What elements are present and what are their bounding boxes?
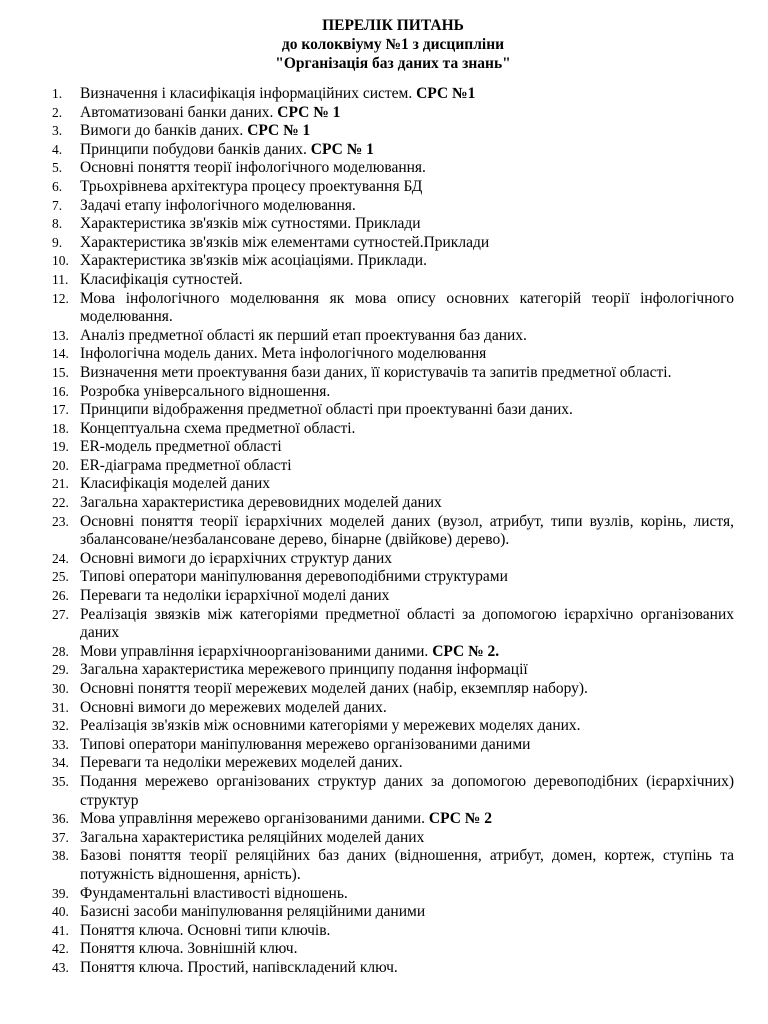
question-number: 37. [52,829,69,845]
question-item [52,141,734,160]
srs-tag: СРС № 2. [432,642,500,660]
question-item [52,178,734,197]
question-number: 16. [52,383,69,399]
question-item [52,513,734,550]
question-item [52,550,734,569]
question-text: Автоматизовані банки даних. [80,103,278,121]
question-number: 14. [52,346,69,362]
question-text: Загальна характеристика деревовидних моделей даних [80,494,442,512]
question-number: 38. [52,848,69,864]
question-item [52,290,734,327]
question-number: 25. [52,569,69,585]
question-item [52,606,734,643]
questions-list [52,85,734,978]
question-text: Мови управління ієрархічноорганізованими даними. [80,642,433,660]
srs-tag: СРС № 1 [277,103,341,121]
question-text: Базові поняття теорії реляційних баз даних (відношення, атрибут, домен, кортеж, ступінь та потужність відношення, арність). [80,847,734,883]
question-number: 3. [52,123,63,139]
question-item [52,587,734,606]
question-text: Основні поняття теорії мережевих моделей даних (набір, екземпляр набору). [80,680,588,697]
question-text: Мова управління мережево організованими даними. [80,810,429,828]
question-text: Визначення і класифікація інформаційних систем. [80,85,417,102]
question-number: 11. [52,271,69,287]
question-number: 42. [52,941,69,957]
question-number: 15. [52,364,69,380]
question-item [52,252,734,271]
question-text: Переваги та недоліки мережевих моделей даних. [80,754,403,772]
question-text: Поняття ключа. Зовнішній ключ. [80,940,298,958]
question-number: 29. [52,662,69,678]
document-title [52,16,734,73]
question-text: Розробка універсального відношення. [80,382,331,400]
question-text: Основні поняття теорії ієрархічних моделей даних (вузол, атрибут, типи вузлів, корінь, листя, збалансоване/незбалансоване дерево, бінарне (двійкове) дерево). [80,512,734,549]
question-text: Загальна характеристика мережевого принципу подання інформації [80,661,528,679]
question-number: 24. [52,550,69,566]
question-item [52,810,734,829]
question-text: Загальна характеристика реляційних моделей даних [80,828,425,846]
question-item [52,773,734,810]
question-number: 32. [52,718,69,734]
question-item [52,643,734,662]
question-number: 40. [52,904,69,920]
question-item [52,680,734,699]
question-text: Аналіз предметної області як перший етап проектування баз даних. [80,326,527,344]
question-number: 30. [52,681,69,696]
question-item [52,717,734,736]
question-number: 7. [52,197,63,213]
question-text: Поняття ключа. Простий, напівскладений ключ. [80,958,398,976]
srs-tag: СРС № 1 [247,122,311,140]
question-item [52,197,734,216]
title-line-1: ПЕРЕЛІК ПИТАНЬ [322,17,464,34]
question-item [52,903,734,922]
question-item [52,122,734,141]
question-text: Характеристика зв'язків між сутностями. Приклади [80,215,421,233]
question-item [52,661,734,680]
question-number: 36. [52,811,69,827]
question-item [52,568,734,587]
question-item [52,364,734,383]
question-item [52,420,734,439]
question-number: 1. [52,86,63,101]
question-text: Реалізація звязків між категоріями предметної області за допомогою ієрархічно організованих даних [80,605,734,642]
question-text: Трьохрівнева архітектура процесу проектування БД [80,177,423,195]
question-item [52,104,734,123]
question-number: 27. [52,606,69,622]
question-number: 12. [52,290,69,306]
srs-tag: СРС №1 [416,85,476,102]
question-number: 31. [52,699,69,715]
question-item [52,401,734,420]
question-item [52,475,734,494]
question-number: 20. [52,457,69,473]
srs-tag: СРС № 2 [428,810,492,828]
question-text: Мова інфологічного моделювання як мова опису основних категорій теорії інфологічного моделювання. [80,289,734,326]
question-number: 5. [52,160,63,176]
question-text: Типові оператори маніпулювання мережево організованими даними [80,735,531,753]
question-item [52,736,734,755]
question-item [52,345,734,364]
question-item [52,940,734,959]
question-text: Задачі етапу інфологічного моделювання. [80,196,356,214]
question-item [52,922,734,941]
question-text: Принципи побудови банків даних. [80,140,311,158]
question-item [52,271,734,290]
question-item [52,494,734,513]
question-number: 4. [52,141,63,157]
question-item [52,159,734,178]
question-text: Вимоги до банків даних. [80,122,248,140]
question-item [52,383,734,402]
question-number: 41. [52,922,69,938]
question-text: Основні поняття теорії інфологічного моделювання. [80,159,426,177]
title-line-3: "Організація баз даних та знань" [275,55,511,72]
question-number: 19. [52,439,69,455]
question-text: Переваги та недоліки ієрархічної моделі даних [80,587,390,605]
question-number: 17. [52,402,69,418]
question-item [52,885,734,904]
question-text: Характеристика зв'язків між елементами сутностей.Приклади [80,233,490,251]
question-text: ER-модель предметної області [80,438,282,456]
question-number: 22. [52,495,69,511]
question-item [52,438,734,457]
question-text: Основні вимоги до ієрархічних структур даних [80,549,393,567]
question-text: Базисні засоби маніпулювання реляційними даними [80,903,426,921]
question-number: 39. [52,885,69,901]
question-item [52,85,734,104]
question-text: Характеристика зв'язків між асоціаціями. Приклади. [80,252,427,270]
question-text: ER-діаграма предметної області [80,456,292,474]
question-text: Фундаментальні властивості відношень. [80,884,348,902]
question-item [52,754,734,773]
question-number: 35. [52,773,69,789]
question-text: Поняття ключа. Основні типи ключів. [80,921,331,939]
question-item [52,327,734,346]
question-item [52,215,734,234]
question-number: 26. [52,588,69,604]
question-text: Реалізація зв'язків між основними категоріями у мережевих моделях даних. [80,717,581,735]
question-text: Концептуальна схема предметної області. [80,419,356,437]
question-text: Інфологічна модель даних. Мета інфологічного моделювання [80,345,487,363]
question-text: Основні вимоги до мережевих моделей даних. [80,698,387,716]
title-line-2: до колоквіуму №1 з дисципліни [281,36,505,53]
question-text: Типові оператори маніпулювання деревоподібними структурами [80,568,508,586]
question-item [52,234,734,253]
question-number: 8. [52,216,63,232]
question-number: 34. [52,755,69,771]
question-item [52,457,734,476]
question-text: Принципи відображення предметної області при проектуванні бази даних. [80,401,573,419]
question-number: 43. [52,959,69,975]
question-number: 6. [52,178,63,194]
question-item [52,699,734,718]
question-text: Класифікація моделей даних [80,475,271,493]
question-number: 13. [52,327,69,343]
question-number: 18. [52,420,69,436]
question-item [52,829,734,848]
question-item [52,847,734,884]
question-number: 21. [52,476,69,492]
question-number: 33. [52,736,69,752]
question-number: 2. [52,104,63,120]
srs-tag: СРС № 1 [310,140,374,158]
question-text: Визначення мети проектування бази даних, її користувачів та запитів предметної області. [80,363,672,381]
question-item [52,959,734,978]
question-number: 10. [52,253,69,269]
question-text: Класифікація сутностей. [80,270,243,288]
question-number: 28. [52,643,69,659]
question-number: 23. [52,513,69,529]
question-text: Подання мережево організованих структур даних за допомогою деревоподібних (ієрархічних) структур [80,772,734,809]
question-number: 9. [52,234,63,250]
